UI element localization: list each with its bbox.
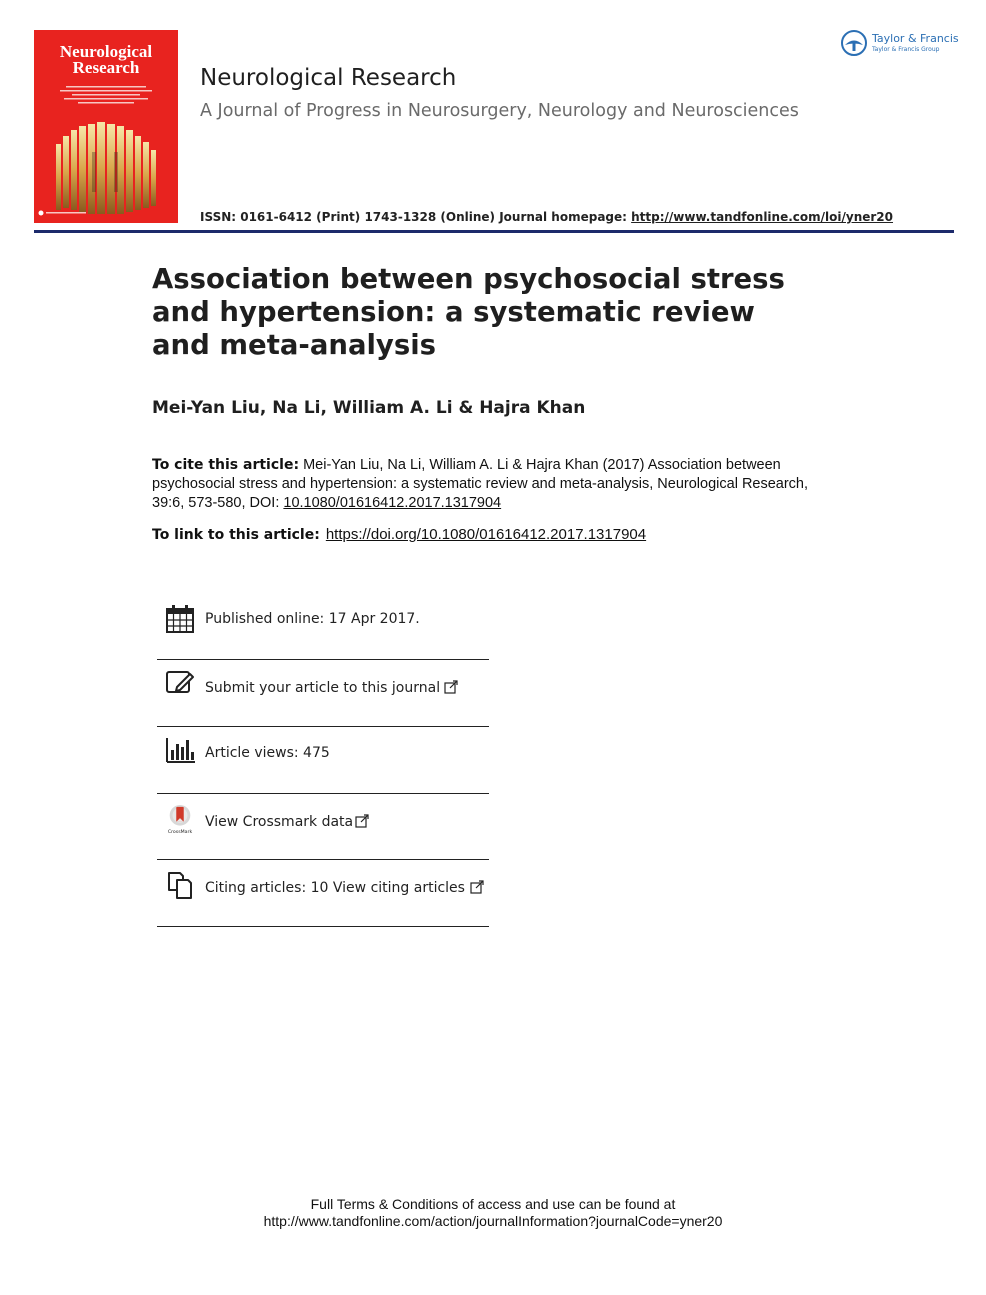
issn-line (200, 210, 893, 224)
citation-block (152, 456, 832, 513)
svg-text:CrossMark: CrossMark (167, 830, 193, 834)
submit-label: Submit your article to this journal (205, 680, 441, 696)
view-crossmark-link[interactable] (205, 814, 369, 830)
publisher-name: Taylor & Francis (872, 32, 959, 45)
article-views: Article views: 475 (205, 745, 330, 761)
issn-text: ISSN: 0161-6412 (Print) 1743-1328 (Online) Journal homepage: (200, 210, 632, 224)
cover-small-text (52, 86, 160, 104)
edit-icon (165, 668, 195, 698)
submit-row[interactable] (157, 660, 489, 727)
journal-homepage-link[interactable]: http://www.tandfonline.com/loi/yner20 (631, 210, 894, 224)
citing-articles-icon (165, 870, 195, 900)
submit-article-link[interactable] (205, 680, 458, 696)
external-link-icon (470, 880, 484, 894)
footer-terms-line: Full Terms & Conditions of access and use can be found at (310, 1196, 676, 1212)
crossmark-row[interactable] (157, 794, 489, 860)
publisher-group: Taylor & Francis Group (872, 46, 940, 53)
cover-title-line2: Research (72, 58, 140, 77)
cover-title-line1: Neurological (59, 42, 153, 61)
bar-chart-icon (165, 736, 195, 766)
external-link-icon (355, 814, 369, 828)
cover-artwork (48, 122, 166, 217)
cite-label: To cite this article: (152, 457, 300, 473)
header-rule (34, 230, 954, 233)
journal-title: Neurological Research (200, 65, 457, 91)
crossmark-icon (165, 804, 195, 834)
footer-terms-link[interactable]: http://www.tandfonline.com/action/journalInformation?journalCode=yner20 (263, 1213, 723, 1229)
cover-publisher-mark (38, 210, 98, 216)
published-row (157, 594, 489, 660)
cite-doi-link[interactable]: 10.1080/01616412.2017.1317904 (283, 495, 502, 511)
citing-articles-link[interactable] (205, 880, 484, 896)
citing-row[interactable] (157, 860, 489, 927)
cite-text: Mei-Yan Liu, Na Li, William A. Li & Hajra Khan (2017) Association between psychosocial stress and hypertension: a systematic review and meta-analysis, Neurological Research, 39:6, 573-580, DOI: (152, 457, 809, 511)
citing-label: Citing articles: 10 View citing articles (205, 880, 465, 896)
link-line (152, 526, 646, 543)
crossmark-label: View Crossmark data (205, 814, 354, 830)
article-title: Association between psychosocial stress and hypertension: a systematic review and meta-analysis (152, 263, 785, 361)
link-label: To link to this article: (152, 527, 320, 543)
calendar-icon (165, 604, 195, 634)
external-link-icon (444, 680, 458, 694)
article-doi-link[interactable]: https://doi.org/10.1080/01616412.2017.1317904 (325, 526, 647, 543)
article-authors: Mei-Yan Liu, Na Li, William A. Li & Hajra Khan (152, 398, 586, 418)
divider (157, 926, 489, 927)
published-date: Published online: 17 Apr 2017. (205, 611, 420, 627)
journal-cover-image (34, 30, 178, 223)
journal-subtitle: A Journal of Progress in Neurosurgery, Neurology and Neurosciences (200, 101, 799, 121)
views-row (157, 727, 489, 794)
